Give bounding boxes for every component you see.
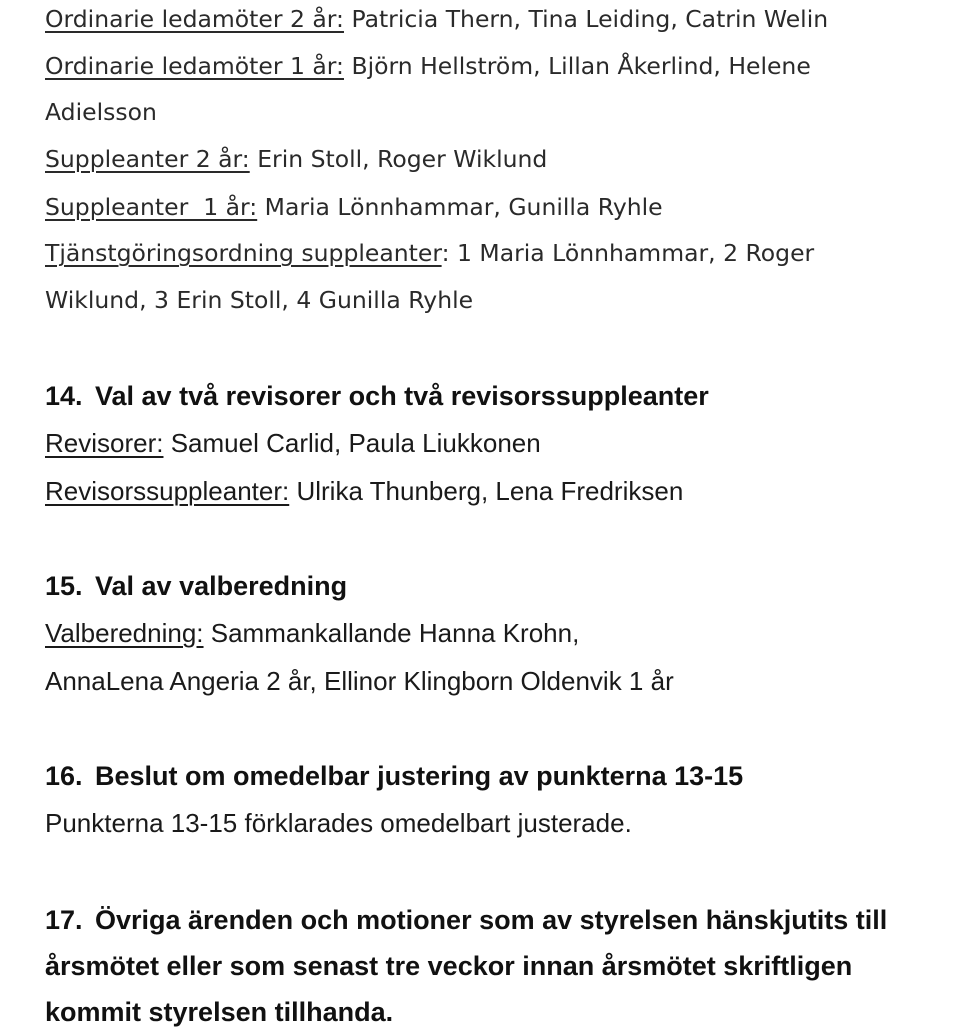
ordinarie-1-value: Björn Hellström, Lillan Åkerlind, Helene bbox=[343, 52, 811, 80]
suppleanter-2-value: Erin Stoll, Roger Wiklund bbox=[249, 145, 548, 173]
item-17-heading-cont-2: kommit styrelsen tillhanda. bbox=[45, 997, 394, 1027]
item-17-title: Övriga ärenden och motioner som av styrelsen hänskjutits till bbox=[95, 905, 888, 935]
ordinarie-2-value: Patricia Thern, Tina Leiding, Catrin Welin bbox=[343, 5, 829, 33]
revisorssuppleanter-label: Revisorssuppleanter: bbox=[45, 476, 290, 506]
justering-text: Punkterna 13-15 förklarades omedelbart justerade. bbox=[45, 808, 632, 838]
ordinarie-1-label: Ordinarie ledamöter 1 år: bbox=[45, 52, 344, 80]
valberedning-continuation: AnnaLena Angeria 2 år, Ellinor Klingborn Oldenvik 1 år bbox=[45, 666, 674, 696]
suppleanter-2-label: Suppleanter 2 år: bbox=[45, 145, 250, 173]
revisorer-line bbox=[45, 428, 541, 458]
valberedning-value: Sammankallande Hanna Krohn, bbox=[203, 618, 580, 648]
item-15-number: 15. bbox=[45, 571, 83, 601]
revisorssuppleanter-value: Ulrika Thunberg, Lena Fredriksen bbox=[289, 476, 684, 506]
item-17-number: 17. bbox=[45, 905, 83, 935]
ordinarie-1-continuation: Adielsson bbox=[45, 98, 157, 126]
revisorssuppleanter-line bbox=[45, 476, 683, 506]
ordinarie-2-line bbox=[45, 4, 828, 34]
ordinarie-2-label: Ordinarie ledamöter 2 år: bbox=[45, 5, 344, 33]
item-16-number: 16. bbox=[45, 761, 83, 791]
item-16-title: Beslut om omedelbar justering av punkterna 13-15 bbox=[95, 761, 744, 791]
suppleanter-1-line bbox=[45, 192, 663, 222]
item-15-title: Val av valberedning bbox=[95, 571, 348, 601]
revisorer-label: Revisorer: bbox=[45, 428, 164, 458]
item-17-heading bbox=[45, 905, 960, 935]
item-14-number: 14. bbox=[45, 381, 83, 411]
item-17-heading-cont-1: årsmötet eller som senast tre veckor innan årsmötet skriftligen bbox=[45, 951, 853, 981]
revisorer-value: Samuel Carlid, Paula Liukkonen bbox=[163, 428, 541, 458]
ordinarie-1-line bbox=[45, 51, 811, 81]
tjanstgoring-line bbox=[45, 238, 814, 268]
suppleanter-2-line bbox=[45, 144, 547, 174]
item-14-title: Val av två revisorer och två revisorssuppleanter bbox=[95, 381, 709, 411]
valberedning-label: Valberedning: bbox=[45, 618, 204, 648]
suppleanter-1-label: Suppleanter 1 år: bbox=[45, 193, 258, 221]
item-14-heading bbox=[45, 381, 960, 411]
tjanstgoring-value: : 1 Maria Lönnhammar, 2 Roger bbox=[441, 239, 815, 267]
suppleanter-1-value: Maria Lönnhammar, Gunilla Ryhle bbox=[257, 193, 663, 221]
tjanstgoring-label: Tjänstgöringsordning suppleanter bbox=[45, 239, 442, 267]
tjanstgoring-continuation: Wiklund, 3 Erin Stoll, 4 Gunilla Ryhle bbox=[45, 286, 474, 314]
valberedning-line bbox=[45, 618, 579, 648]
item-15-heading bbox=[45, 571, 960, 601]
item-16-heading bbox=[45, 761, 960, 791]
